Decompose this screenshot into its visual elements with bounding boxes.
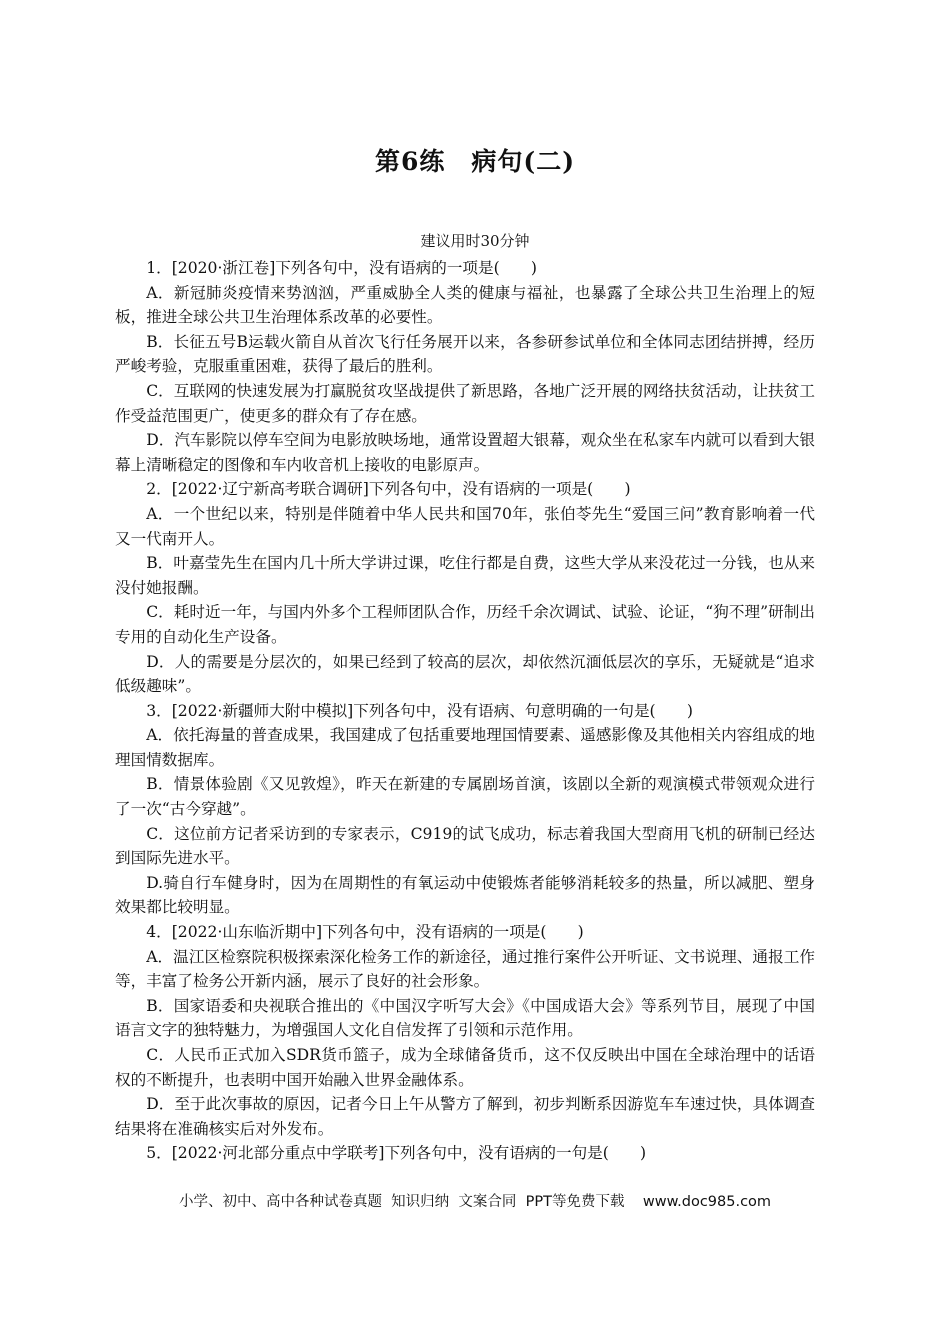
question-3-option-c: C．这位前方记者采访到的专家表示，C919的试飞成功，标志着我国大型商用飞机的研制已经达到国际先进水平。	[115, 824, 815, 868]
question-3-option-b: B．情景体验剧《又见敦煌》，昨天在新建的专属剧场首演，该剧以全新的观演模式带领观众进行了一次“古今穿越”。	[115, 775, 815, 819]
page-footer: 小学、初中、高中各种试卷真题 知识归纳 文案合同 PPT等免费下载 www.doc985.com	[178, 1194, 772, 1210]
time-suggestion: 建议用时30分钟	[420, 232, 530, 250]
question-1-stem: 1．[2020·浙江卷]下列各句中，没有语病的一项是( )	[146, 259, 537, 277]
question-3-option-a: A．依托海量的普查成果，我国建成了包括重要地理国情要素、遥感影像及其他相关内容组成的地理国情数据库。	[115, 726, 815, 769]
question-2-option-a: A．一个世纪以来，特别是伴随着中华人民共和国70年，张伯苓先生“爱国三问”教育影响着一代又一代南开人。	[115, 504, 815, 548]
question-4-stem: 4．[2022·山东临沂期中]下列各句中，没有语病的一项是( )	[146, 923, 584, 942]
question-4-option-c: C．人民币正式加入SDR货币篮子，成为全球储备货币，这不仅反映出中国在全球治理中的话语权的不断提升，也表明中国开始融入世界金融体系。	[115, 1046, 815, 1089]
question-1-option-b: B．长征五号B运载火箭自从首次飞行任务展开以来，各参研参试单位和全体同志团结拼搏，经历严峻考验，克服重重困难，获得了最后的胜利。	[115, 332, 815, 376]
question-5-stem: 5．[2022·河北部分重点中学联考]下列各句中，没有语病的一句是( )	[146, 1144, 647, 1163]
question-4-option-a: A．温江区检察院积极探索深化检务工作的新途径，通过推行案件公开听证、文书说理、通报工作等，丰富了检务公开新内涵，展示了良好的社会形象。	[115, 947, 815, 991]
question-3-stem: 3．[2022·新疆师大附中模拟]下列各句中，没有语病、句意明确的一句是( )	[146, 701, 693, 720]
page-title: 第6练 病句(二)	[374, 147, 576, 176]
question-1-option-c: C．互联网的快速发展为打赢脱贫攻坚战提供了新思路，各地广泛开展的网络扶贫活动，让扶贫工作受益范围更广，使更多的群众有了存在感。	[115, 381, 815, 425]
question-4-option-d: D．至于此次事故的原因，记者今日上午从警方了解到，初步判断系因游览车车速过快，具体调查结果将在准确核实后对外发布。	[115, 1095, 815, 1138]
question-1-option-d: D．汽车影院以停车空间为电影放映场地，通常设置超大银幕，观众坐在私家车内就可以看到大银幕上清晰稳定的图像和车内收音机上接收的电影原声。	[115, 431, 815, 474]
question-2-option-b: B．叶嘉莹先生在国内几十所大学讲过课，吃住行都是自费，这些大学从来没花过一分钱，也从来没付她报酬。	[115, 554, 815, 597]
question-2-stem: 2．[2022·辽宁新高考联合调研]下列各句中，没有语病的一项是( )	[146, 480, 631, 499]
question-2-option-d: D．人的需要是分层次的，如果已经到了较高的层次，却依然沉湎低层次的享乐，无疑就是“追求低级趣味”。	[115, 652, 815, 696]
question-list	[115, 256, 815, 1166]
question-4-option-b: B．国家语委和央视联合推出的《中国汉字听写大会》《中国成语大会》等系列节目，展现了中国语言文字的独特魅力，为增强国人文化自信发挥了引领和示范作用。	[115, 996, 815, 1040]
question-2-option-c: C．耗时近一年，与国内外多个工程师团队合作，历经千余次调试、试验、论证，“狗不理”研制出专用的自动化生产设备。	[115, 603, 815, 646]
question-1-option-a: A．新冠肺炎疫情来势汹汹，严重威胁全人类的健康与福祉，也暴露了全球公共卫生治理上的短板，推进全球公共卫生治理体系改革的必要性。	[115, 283, 815, 327]
question-3-option-d: D.骑自行车健身时，因为在周期性的有氧运动中使锻炼者能够消耗较多的热量，所以减肥、塑身效果都比较明显。	[115, 873, 815, 917]
